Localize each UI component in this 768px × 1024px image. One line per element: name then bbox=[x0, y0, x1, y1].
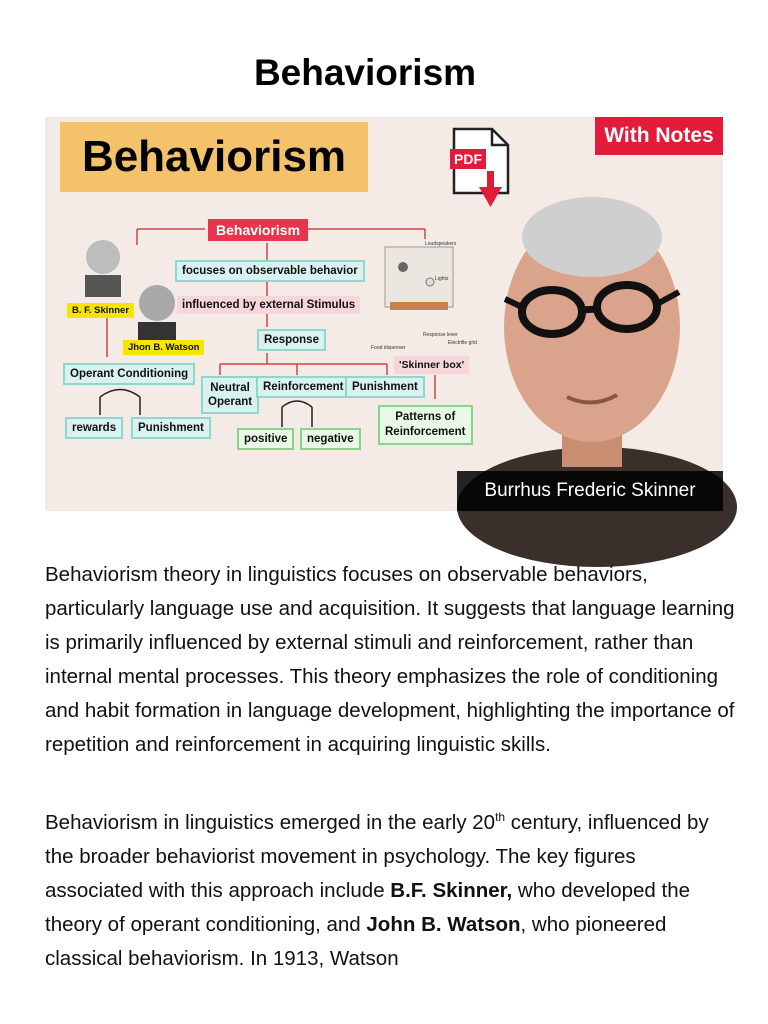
skinner-portrait bbox=[457, 167, 723, 511]
banner-title: Behaviorism bbox=[60, 122, 368, 192]
svg-text:Food dispenser: Food dispenser bbox=[371, 345, 406, 351]
diagram-operant: Operant Conditioning bbox=[63, 363, 195, 385]
diagram-influence: influenced by external Stimulus bbox=[177, 296, 360, 314]
diagram-watson-label: Jhon B. Watson bbox=[123, 340, 204, 355]
paragraph-2: Behaviorism in linguistics emerged in the early 20th century, influenced by the broader behaviorist movement in psychology. The key figures associated with this approach include B.F. Skinner, who developed the theory of operant conditioning, and John B. Watson, who pioneered classical behaviorism. In 1913, Watson bbox=[45, 810, 709, 970]
diagram-root: Behaviorism bbox=[208, 219, 308, 241]
diagram-response: Response bbox=[257, 329, 326, 351]
diagram-negative: negative bbox=[300, 428, 361, 450]
diagram-focus: focuses on observable behavior bbox=[175, 260, 365, 282]
portrait-caption: Burrhus Frederic Skinner bbox=[457, 471, 723, 511]
diagram-punishment-left: Punishment bbox=[131, 417, 211, 439]
skinner-photo bbox=[85, 240, 121, 297]
watson-name: John B. Watson bbox=[366, 913, 521, 936]
diagram-punishment-mid: Punishment bbox=[345, 376, 425, 398]
svg-text:Response lever: Response lever bbox=[423, 332, 458, 338]
with-notes-badge: With Notes bbox=[595, 117, 723, 155]
diagram-rewards: rewards bbox=[65, 417, 123, 439]
svg-text:Electrifie grid: Electrifie grid bbox=[448, 340, 477, 346]
paragraph-1: Behaviorism theory in linguistics focuses on observable behaviors, particularly language use and acquisition. It suggests that language learning is primarily influenced by external stimuli and reinforcement, rather than internal mental processes. This theory emphasizes the role of conditioning and habit formation in language development, highlighting the importance of repetition and reinforcement in acquiring linguistic skills. bbox=[45, 563, 735, 756]
diagram-patterns: Patterns of Reinforcement bbox=[378, 405, 473, 445]
diagram-reinforcement: Reinforcement bbox=[256, 376, 351, 398]
pdf-label: PDF bbox=[454, 151, 482, 167]
diagram-skinner-label: B. F. Skinner bbox=[67, 303, 134, 318]
page-title: Behaviorism bbox=[253, 52, 477, 93]
watson-photo bbox=[138, 285, 176, 340]
diagram-neutral-operant: Neutral Operant bbox=[201, 376, 259, 414]
skinner-name: B.F. Skinner, bbox=[390, 879, 513, 902]
svg-text:Lights: Lights bbox=[435, 276, 449, 282]
diagram-skinner-box: 'Skinner box' bbox=[394, 356, 469, 374]
diagram-positive: positive bbox=[237, 428, 294, 450]
svg-text:Loudspeakers: Loudspeakers bbox=[425, 241, 457, 247]
banner-image bbox=[45, 117, 723, 511]
